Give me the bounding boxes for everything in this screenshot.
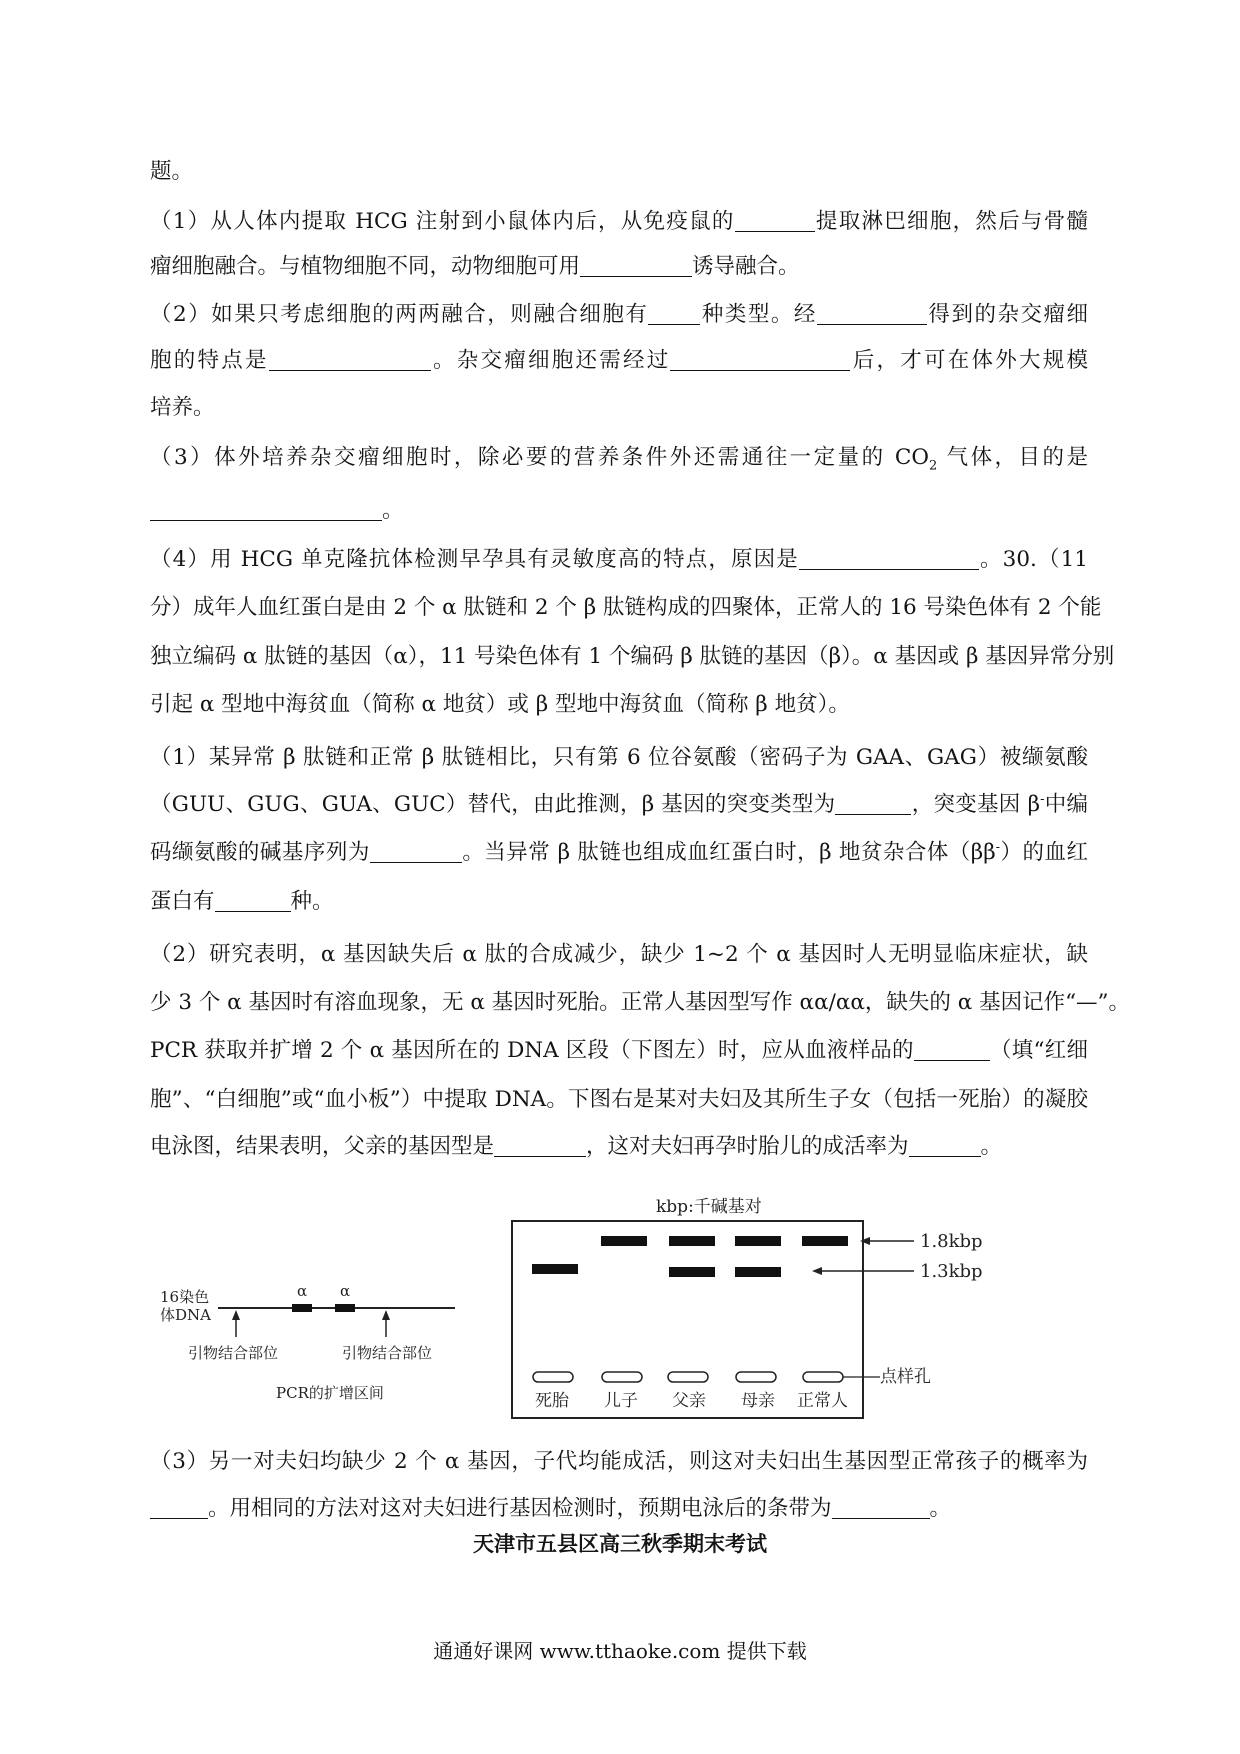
arrow-up-icon (232, 1310, 240, 1320)
text-line: （GUU、GUG、GUA、GUC）替代，由此推测，β 基因的突变类型为 ，突变基因 β-中编 (150, 791, 1088, 817)
chromosome-label-line1: 16染色 (160, 1288, 210, 1306)
gel-electrophoresis-figure (512, 1197, 983, 1418)
answer-blank[interactable] (150, 1496, 208, 1519)
primer-site-label-1: 引物结合部位 (188, 1344, 279, 1362)
chromosome-label-line2: 体DNA (160, 1306, 211, 1324)
text-line: （1）某异常 β 肽链和正常 β 肽链相比，只有第 6 位谷氨酸（密码子为 GAA、GAG）被缬氨酸 (150, 745, 1088, 770)
answer-blank[interactable] (832, 1496, 930, 1519)
alpha-gene-2-label: α (340, 1282, 351, 1300)
band-normal-upper (802, 1236, 848, 1246)
sample-well (668, 1372, 708, 1382)
lane-label-father: 父亲 (672, 1391, 706, 1411)
sample-well (803, 1372, 843, 1382)
text-line: （1）从人体内提取 HCG 注射到小鼠体内后，从免疫鼠的 提取淋巴细胞，然后与骨髓 (150, 209, 1088, 234)
band-son-upper (601, 1236, 647, 1246)
text-line: PCR 获取并扩增 2 个 α 基因所在的 DNA 区段（下图左）时，应从血液样品的 （填“红细 (150, 1038, 1088, 1063)
text-line: 码缬氨酸的碱基序列为 。当异常 β 肽链也组成血红蛋白时，β 地贫杂合体（ββ-）的血红 (150, 839, 1088, 865)
band-stillborn-lower (532, 1264, 578, 1274)
arrow-left-icon (812, 1267, 822, 1275)
band-mother-upper (735, 1236, 781, 1246)
band-1-label: 1.8kbp (920, 1231, 983, 1252)
text-line: 电泳图，结果表明，父亲的基因型是 ，这对夫妇再孕时胎儿的成活率为 。 (150, 1134, 1003, 1159)
gel-frame (512, 1221, 863, 1418)
text-line: （3）另一对夫妇均缺少 2 个 α 基因，子代均能成活，则这对夫妇出生基因型正常孩子的概率为 (150, 1449, 1088, 1474)
primer-site-label-2: 引物结合部位 (342, 1344, 433, 1362)
lane-label-mother: 母亲 (741, 1391, 775, 1411)
alpha-gene-1 (292, 1304, 312, 1312)
text-line: 蛋白有 种。 (150, 889, 334, 914)
text-line: （4）用 HCG 单克隆抗体检测早孕具有灵敏度高的特点，原因是 。30.（11 (150, 547, 1088, 572)
sample-well (736, 1372, 776, 1382)
text-line: （2）如果只考虑细胞的两两融合，则融合细胞有 种类型。经 得到的杂交瘤细 (150, 302, 1088, 327)
exam-heading: 天津市五县区高三秋季期末考试 (473, 1532, 767, 1556)
band-mother-lower (735, 1267, 781, 1277)
pcr-diagram (160, 1282, 455, 1402)
text-line: 少 3 个 α 基因时有溶血现象，无 α 基因时死胎。正常人基因型写作 αα/αα，缺失的 α 基因记作“—”。 (150, 990, 1131, 1015)
band-father-lower (669, 1267, 715, 1277)
arrow-left-icon (860, 1237, 870, 1245)
text-line: （3）体外培养杂交瘤细胞时，除必要的营养条件外还需通往一定量的 $CO_2$ 气体，目的是 (150, 445, 1089, 474)
alpha-gene-2 (335, 1304, 355, 1312)
sample-well (602, 1372, 642, 1382)
lane-label-stillborn: 死胎 (535, 1391, 569, 1411)
gel-title: kbp:千碱基对 (656, 1197, 762, 1217)
text-line: （2）研究表明，α 基因缺失后 α 肽的合成减少，缺少 1~2 个 α 基因时人无明显临床症状，缺 (150, 942, 1088, 967)
well-label: 点样孔 (880, 1367, 931, 1387)
arrow-up-icon (382, 1310, 390, 1320)
text-line: 引起 α 型地中海贫血（简称 α 地贫）或 β 型地中海贫血（简称 β 地贫）。 (150, 692, 850, 717)
text-line: 题。 (150, 159, 194, 184)
text-line: 瘤细胞融合。与植物细胞不同，动物细胞可用 诱导融合。 (150, 254, 800, 279)
text-line: 培养。 (150, 395, 215, 420)
text-line: 独立编码 α 肽链的基因（α），11 号染色体有 1 个编码 β 肽链的基因（β）。α 基因或 β 基因异常分别 (150, 644, 1115, 669)
text-line: 。 (150, 496, 1088, 526)
text-line: 胞的特点是 。杂交瘤细胞还需经过 后，才可在体外大规模 (150, 348, 1088, 373)
page-footer: 通通好课网 www.tthaoke.com 提供下载 (433, 1639, 807, 1663)
text-line: 分）成年人血红蛋白是由 2 个 α 肽链和 2 个 β 肽链构成的四聚体，正常人的 16 号染色体有 2 个能 (150, 595, 1102, 620)
text-line: 胞”、“白细胞”或“血小板”）中提取 DNA。下图右是某对夫妇及其所生子女（包括一死胎）的凝胶 (150, 1087, 1088, 1112)
sample-well (533, 1372, 573, 1382)
lane-label-son: 儿子 (604, 1391, 638, 1411)
lane-label-normal: 正常人 (797, 1391, 848, 1411)
band-2-label: 1.3kbp (920, 1261, 983, 1282)
text-line: 。用相同的方法对这对夫妇进行基因检测时，预期电泳后的条带为 。 (150, 1494, 1088, 1524)
band-father-upper (669, 1236, 715, 1246)
pcr-caption: PCR的扩增区间 (276, 1384, 384, 1402)
alpha-gene-1-label: α (297, 1282, 308, 1300)
